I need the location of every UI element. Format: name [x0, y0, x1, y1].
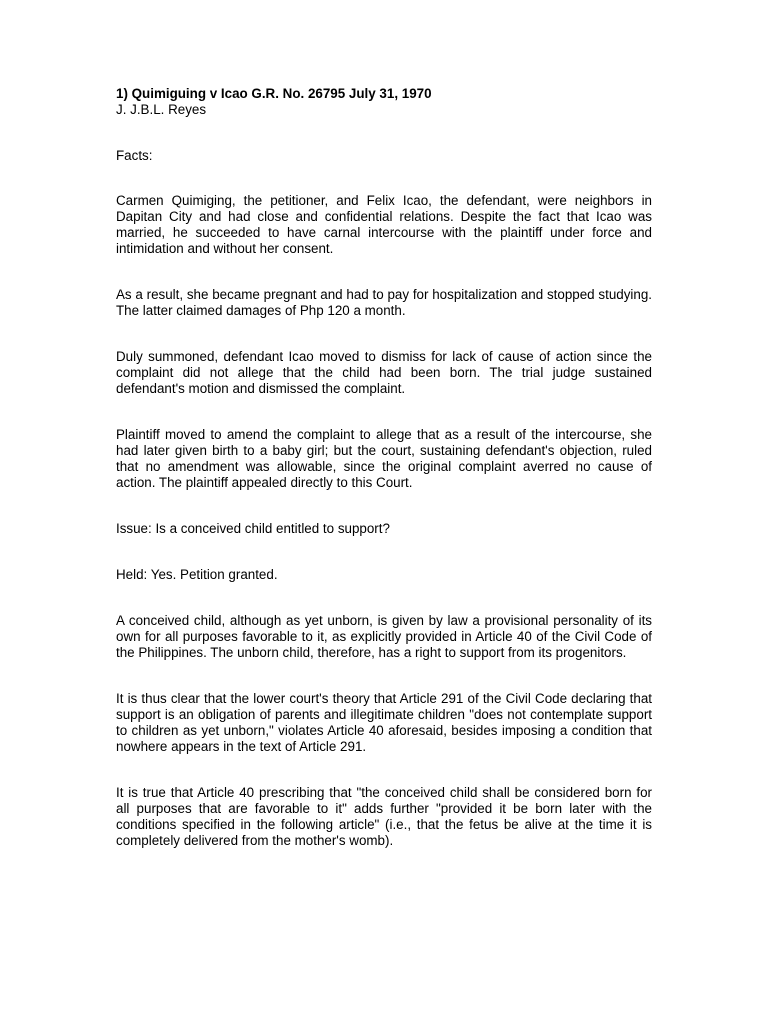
case-title: 1) Quimiguing v Icao G.R. No. 26795 July 31, 1970: [116, 86, 432, 101]
paragraph-held: Held: Yes. Petition granted.: [116, 567, 278, 582]
paragraph-ruling-2: It is thus clear that the lower court's theory that Article 291 of the Civil Code declaring that support is an obligation of parents and illegitimate children "does not contemplate support to children as yet unborn," violates Article 40 aforesaid, besides imposing a condition that nowhere appears in the text of Article 291.: [116, 691, 652, 754]
paragraph-facts-2: As a result, she became pregnant and had to pay for hospitalization and stopped studying. The latter claimed damages of Php 120 a month.: [116, 287, 652, 318]
paragraph-facts-1: Carmen Quimiging, the petitioner, and Felix Icao, the defendant, were neighbors in Dapitan City and had close and confidential relations. Despite the fact that Icao was married, he succeeded to have carnal intercourse with the plaintiff under force and intimidation and without her consent.: [116, 193, 652, 256]
case-author: J. J.B.L. Reyes: [116, 102, 207, 117]
facts-label: Facts:: [116, 148, 153, 163]
paragraph-issue: Issue: Is a conceived child entitled to support?: [116, 521, 390, 536]
paragraph-ruling-3: It is true that Article 40 prescribing that "the conceived child shall be considered born for all purposes that are favorable to it" adds further "provided it be born later with the conditions specified in the following article" (i.e., that the fetus be alive at the time it is completely delivered from the mother's womb).: [116, 785, 652, 848]
document-body: [116, 86, 652, 849]
paragraph-facts-3: Duly summoned, defendant Icao moved to dismiss for lack of cause of action since the complaint did not allege that the child had been born. The trial judge sustained defendant's motion and dismissed the complaint.: [116, 349, 652, 396]
paragraph-ruling-1: A conceived child, although as yet unborn, is given by law a provisional personality of its own for all purposes favorable to it, as explicitly provided in Article 40 of the Civil Code of the Philippines. The unborn child, therefore, has a right to support from its progenitors.: [116, 613, 652, 660]
paragraph-facts-4: Plaintiff moved to amend the complaint to allege that as a result of the intercourse, she had later given birth to a baby girl; but the court, sustaining defendant's objection, ruled that no amendment was allowable, since the original complaint averred no cause of action. The plaintiff appealed directly to this Court.: [116, 427, 652, 490]
